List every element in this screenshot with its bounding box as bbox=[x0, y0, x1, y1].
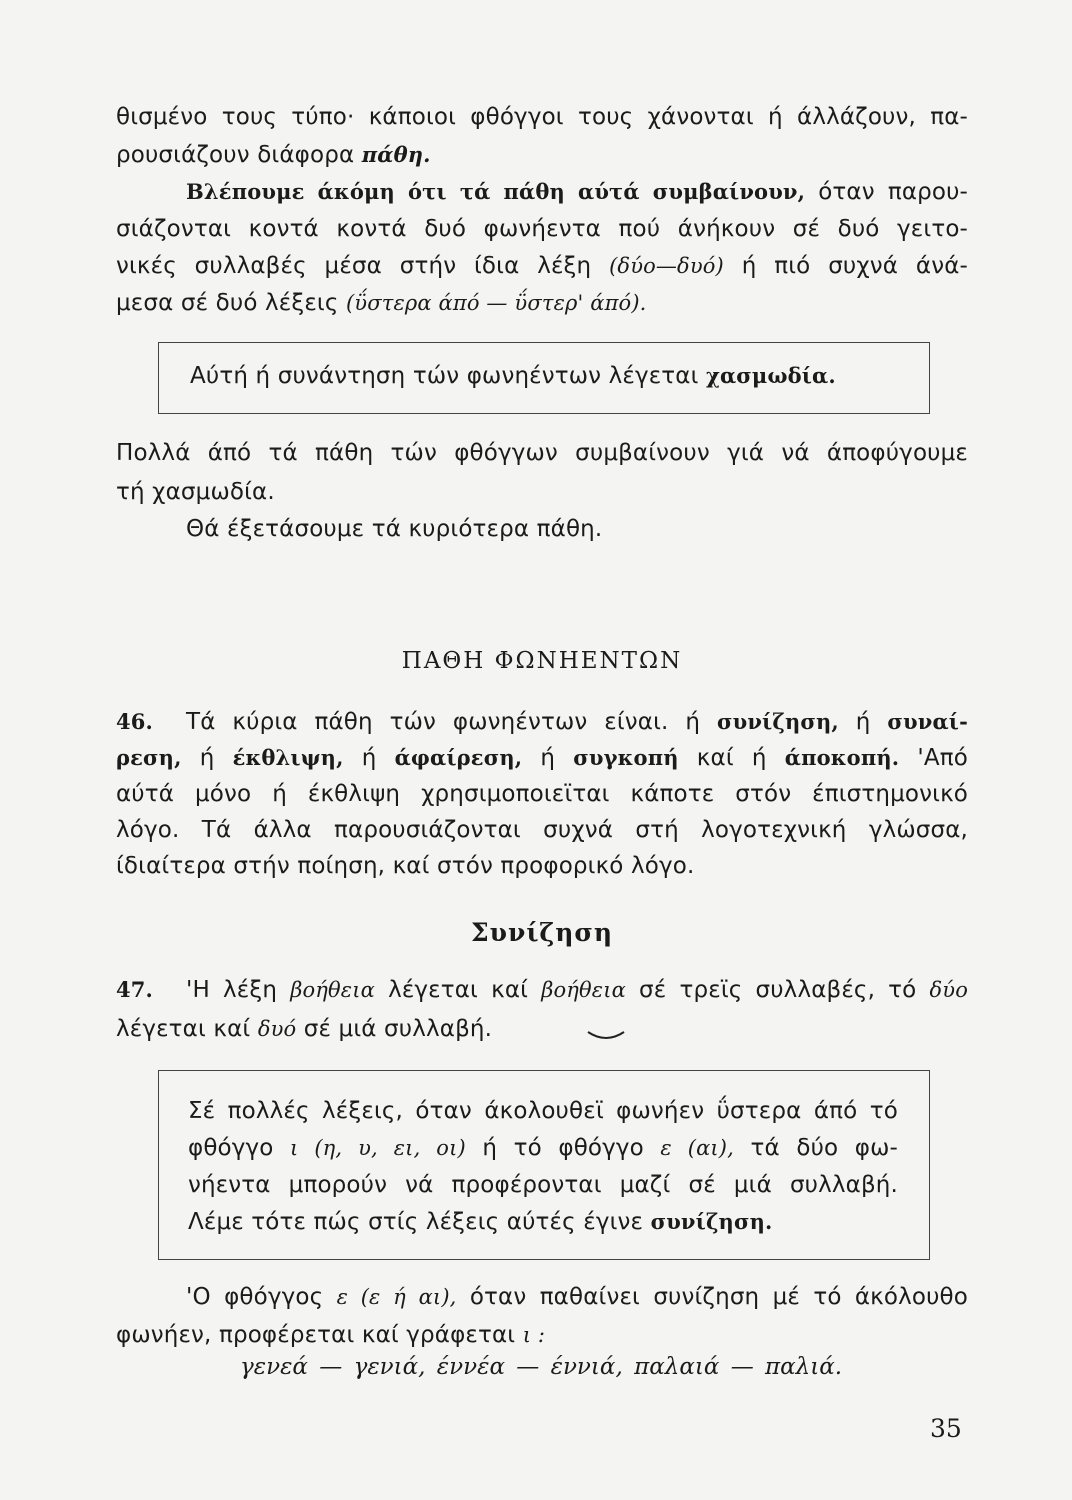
bold-span: Βλέπουμε άκόμη ότι τά πάθη αύτά συμβαίνουν, bbox=[186, 179, 806, 204]
text-span: σέ τρεϊς συλλαβές, τό bbox=[625, 977, 930, 1003]
italic-span: βοήθεια bbox=[290, 978, 375, 1002]
text-line bbox=[116, 102, 968, 132]
italic-span: (ΰστερα άπό — ΰστερ' άπό). bbox=[345, 291, 647, 315]
text-span: 'Από bbox=[899, 745, 968, 771]
bold-span: συνίζηση, bbox=[716, 709, 839, 734]
text-line bbox=[116, 1014, 968, 1044]
text-span: Σέ πολλές λέξεις, όταν άκολουθεϊ φωνήεν ΰστερα άπό τό bbox=[188, 1098, 898, 1124]
subsection-heading: Συνίζηση bbox=[470, 918, 614, 947]
italic-span: (δύο—δυό) bbox=[609, 254, 724, 278]
text-line bbox=[116, 851, 968, 881]
text-span: μεσα σέ δυό λέξεις bbox=[116, 290, 346, 316]
text-span: όταν παρου- bbox=[805, 179, 969, 205]
text-line bbox=[116, 477, 968, 507]
text-line bbox=[116, 438, 968, 468]
term-chasmodia: χασμωδία. bbox=[706, 363, 836, 388]
text-span: όταν παθαίνει συνίζηση μέ τό άκόλουθο bbox=[456, 1284, 968, 1310]
text-span: λόγο. Τά άλλα παρουσιάζονται συχνά στή λογοτεχνική γλώσσα, bbox=[116, 817, 968, 843]
example-line: γενεά — γενιά, έννέα — έννιά, παλαιά — παλιά. bbox=[240, 1354, 843, 1380]
text-span: 'Ο φθόγγος bbox=[186, 1284, 337, 1310]
italic-span: βοήθεια bbox=[541, 978, 626, 1002]
text-span: νικές συλλαβές μέσα στήν ίδια λέξη bbox=[116, 253, 610, 279]
text-span: Τά κύρια πάθη τών φωνηέντων είναι. ή bbox=[186, 709, 717, 735]
italic-span: ι : bbox=[522, 1323, 546, 1347]
bold-span: συγκοπή bbox=[573, 745, 679, 770]
text-line bbox=[116, 1320, 968, 1350]
box-text-line bbox=[188, 1170, 898, 1200]
text-span: Αύτή ή συνάντηση τών φωνηέντων λέγεται bbox=[190, 363, 707, 389]
bold-span: έκθλιψη, bbox=[232, 745, 344, 770]
text-span: Πολλά άπό τά πάθη τών φθόγγων συμβαίνουν γιά νά άποφύγουμε bbox=[116, 440, 968, 466]
italic-span: ι (η, υ, ει, οι) bbox=[290, 1136, 466, 1160]
text-line bbox=[186, 177, 968, 207]
text-span: θισμένο τους τύπο· κάποιοι φθόγγοι τους χάνονται ή άλλάζουν, πα- bbox=[116, 104, 968, 130]
text-span: φωνήεν, προφέρεται καί γράφεται bbox=[116, 1322, 523, 1348]
text-line bbox=[116, 140, 968, 170]
term-synizesi: συνίζηση. bbox=[650, 1209, 773, 1234]
text-span: φθόγγο bbox=[188, 1135, 291, 1161]
text-span: λέγεται καί bbox=[374, 977, 542, 1003]
text-span: σιάζονται κοντά κοντά δυό φωνήεντα πού άνήκουν σέ δυό γειτο- bbox=[116, 216, 968, 242]
text-span: ή τό φθόγγο bbox=[465, 1135, 661, 1161]
bold-span: άποκοπή. bbox=[784, 745, 900, 770]
italic-span: δύο bbox=[929, 978, 969, 1002]
term-pathi: πάθη. bbox=[361, 142, 431, 167]
text-line bbox=[186, 514, 968, 544]
text-line bbox=[116, 251, 968, 281]
text-span: Λέμε τότε πώς στίς λέξεις αύτές έγινε bbox=[188, 1209, 651, 1235]
text-span: λέγεται καί bbox=[116, 1016, 258, 1042]
text-span: ίδιαίτερα στήν ποίηση, καί στόν προφορικό λόγο. bbox=[116, 853, 695, 879]
bold-span: συναί- bbox=[887, 709, 968, 734]
text-span: 'Η λέξη bbox=[186, 977, 291, 1003]
text-span: Θά έξετάσουμε τά κυριότερα πάθη. bbox=[186, 516, 603, 542]
text-line bbox=[116, 815, 968, 845]
box-text-line bbox=[188, 1207, 898, 1237]
text-span: ή bbox=[343, 745, 395, 771]
italic-span: ε (ε ή αι), bbox=[336, 1285, 457, 1309]
text-span: ή bbox=[181, 745, 233, 771]
text-span: καί ή bbox=[678, 745, 785, 771]
box-text-line bbox=[190, 361, 910, 391]
text-line bbox=[116, 707, 968, 737]
text-span: ρουσιάζουν διάφορα bbox=[116, 142, 362, 168]
text-line bbox=[186, 1282, 968, 1312]
italic-span: ε (αι), bbox=[660, 1136, 734, 1160]
text-span: τά δύο φω- bbox=[733, 1135, 898, 1161]
page-number: 35 bbox=[930, 1414, 962, 1443]
section-number: 47. bbox=[116, 977, 153, 1002]
text-span: ή bbox=[522, 745, 574, 771]
section-heading: ΠΑΘΗ ΦΩΝΗΕΝΤΩΝ bbox=[401, 648, 683, 674]
bold-span: ρεση, bbox=[116, 745, 182, 770]
text-line bbox=[116, 288, 968, 318]
text-span: αύτά μόνο ή έκθλιψη χρησιμοποιεϊται κάποτε στόν έπιστημονικό bbox=[116, 781, 968, 807]
text-span: τή χασμωδία. bbox=[116, 479, 275, 505]
box-text-line bbox=[188, 1096, 898, 1126]
text-span: ή bbox=[838, 709, 888, 735]
box-text-line bbox=[188, 1133, 898, 1163]
text-span: σέ μιά συλλαβή. bbox=[296, 1016, 493, 1042]
italic-span: δυό bbox=[257, 1017, 297, 1041]
section-number: 46. bbox=[116, 709, 153, 734]
text-line bbox=[116, 975, 968, 1005]
text-line bbox=[116, 214, 968, 244]
text-span: νήεντα μπορούν νά προφέρονται μαζί σέ μιά συλλαβή. bbox=[188, 1172, 898, 1198]
text-line bbox=[116, 779, 968, 809]
text-span: ή πιό συχνά άνά- bbox=[723, 253, 968, 279]
text-line bbox=[116, 743, 968, 773]
bold-span: άφαίρεση, bbox=[394, 745, 523, 770]
